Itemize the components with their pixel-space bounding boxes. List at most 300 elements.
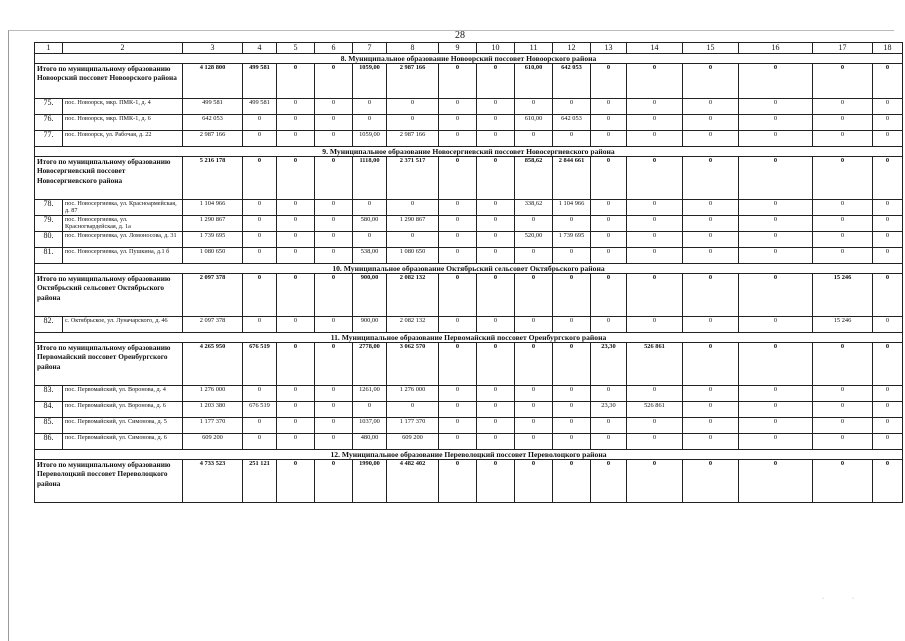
row-value: 0 <box>477 248 515 264</box>
row-value: 0 <box>277 386 315 402</box>
row-value: 0 <box>553 216 591 232</box>
row-number: 86. <box>35 434 63 450</box>
row-value: 0 <box>627 131 683 147</box>
column-header: 15 <box>683 43 739 54</box>
row-value: 0 <box>553 418 591 434</box>
total-row <box>35 343 903 386</box>
row-value: 0 <box>515 248 553 264</box>
total-value: 0 <box>439 460 477 503</box>
total-value: 1059,00 <box>353 64 387 99</box>
row-value: 0 <box>683 216 739 232</box>
total-name: Итого по муниципальному образованию Новоорский поссовет Новоорского района <box>35 64 183 99</box>
total-value: 0 <box>591 64 627 99</box>
row-value: 0 <box>683 418 739 434</box>
row-value: 0 <box>315 232 353 248</box>
row-value: 0 <box>477 418 515 434</box>
scan-dot: · <box>852 596 854 602</box>
section-title-row <box>35 264 903 274</box>
row-value: 900,00 <box>353 317 387 333</box>
row-value: 0 <box>813 248 873 264</box>
row-value: 0 <box>739 418 813 434</box>
row-value: 0 <box>873 232 903 248</box>
row-value: 0 <box>439 418 477 434</box>
row-value: 0 <box>387 402 439 418</box>
row-value: 0 <box>739 317 813 333</box>
row-value: 0 <box>627 418 683 434</box>
row-number: 85. <box>35 418 63 434</box>
column-header: 16 <box>739 43 813 54</box>
row-value: 0 <box>553 131 591 147</box>
total-value: 0 <box>277 343 315 386</box>
row-value: 0 <box>873 386 903 402</box>
row-value: 2 987 166 <box>387 131 439 147</box>
total-value: 858,62 <box>515 157 553 200</box>
row-number: 76. <box>35 115 63 131</box>
row-value: 0 <box>813 434 873 450</box>
row-value: 0 <box>591 99 627 115</box>
row-value: 1 739 695 <box>553 232 591 248</box>
section-title: 12. Муниципальное образование Переволоцкий поссовет Переволоцкого района <box>35 450 903 460</box>
row-value: 2 082 132 <box>387 317 439 333</box>
table-row <box>35 418 903 434</box>
table-row <box>35 200 903 216</box>
row-value: 0 <box>627 200 683 216</box>
row-value: 0 <box>627 115 683 131</box>
row-value: 0 <box>387 232 439 248</box>
total-value: 0 <box>873 157 903 200</box>
row-value: 0 <box>739 248 813 264</box>
row-value: 0 <box>243 434 277 450</box>
row-value: 0 <box>315 434 353 450</box>
total-value: 0 <box>739 460 813 503</box>
total-value: 0 <box>813 157 873 200</box>
row-value: 0 <box>243 418 277 434</box>
row-value: 15 246 <box>813 317 873 333</box>
total-value: 642 053 <box>553 64 591 99</box>
total-name: Итого по муниципальному образованию Переволоцкий поссовет Переволоцкого района <box>35 460 183 503</box>
row-value: 0 <box>813 131 873 147</box>
column-header: 14 <box>627 43 683 54</box>
total-value: 4 482 402 <box>387 460 439 503</box>
column-header: 12 <box>553 43 591 54</box>
total-value: 0 <box>277 64 315 99</box>
row-value: 0 <box>813 216 873 232</box>
row-value: 0 <box>873 99 903 115</box>
section-title: 10. Муниципальное образование Октябрьский сельсовет Октябрьского района <box>35 264 903 274</box>
row-value: 1 080 650 <box>183 248 243 264</box>
total-value: 0 <box>315 64 353 99</box>
row-value: 676 519 <box>243 402 277 418</box>
total-value: 251 121 <box>243 460 277 503</box>
row-value: 0 <box>477 317 515 333</box>
total-value: 0 <box>477 460 515 503</box>
row-value: 0 <box>813 386 873 402</box>
row-value: 0 <box>627 232 683 248</box>
row-address: пос. Первомайский, ул. Симонова, д. 5 <box>63 418 183 434</box>
row-address: пос. Новоорск, мкр. ПМК-1, д. 4 <box>63 99 183 115</box>
row-value: 0 <box>243 131 277 147</box>
row-value: 1 290 867 <box>387 216 439 232</box>
row-value: 0 <box>739 386 813 402</box>
total-value: 0 <box>515 460 553 503</box>
total-value: 5 216 178 <box>183 157 243 200</box>
total-value: 0 <box>591 274 627 317</box>
column-header: 13 <box>591 43 627 54</box>
total-value: 0 <box>627 274 683 317</box>
total-value: 0 <box>477 157 515 200</box>
row-value: 0 <box>477 232 515 248</box>
row-value: 0 <box>315 200 353 216</box>
row-value: 0 <box>277 99 315 115</box>
row-value: 0 <box>277 317 315 333</box>
row-value: 0 <box>315 99 353 115</box>
column-header: 11 <box>515 43 553 54</box>
total-value: 526 861 <box>627 343 683 386</box>
total-value: 499 581 <box>243 64 277 99</box>
row-value: 0 <box>315 418 353 434</box>
total-value: 0 <box>439 343 477 386</box>
row-address: пос. Новосергиевка, ул. Красногвардейская, д. 1а <box>63 216 183 232</box>
row-value: 1 080 650 <box>387 248 439 264</box>
row-value: 0 <box>591 131 627 147</box>
row-value: 0 <box>315 317 353 333</box>
row-address: пос. Новосергиевка, ул. Пушкина, д.1 б <box>63 248 183 264</box>
total-value: 1118,00 <box>353 157 387 200</box>
column-header: 4 <box>243 43 277 54</box>
row-value: 0 <box>553 317 591 333</box>
total-value: 0 <box>477 64 515 99</box>
total-name: Итого по муниципальному образованию Первомайский поссовет Оренбургского района <box>35 343 183 386</box>
row-address: пос. Новосергиевка, ул. Красноармейская, д. 87 <box>63 200 183 216</box>
row-value: 0 <box>813 232 873 248</box>
total-name: Итого по муниципальному образованию Новосергиевский поссовет Новосергиевского района <box>35 157 183 200</box>
table-row <box>35 216 903 232</box>
total-value: 0 <box>315 460 353 503</box>
row-value: 499 581 <box>183 99 243 115</box>
row-value: 0 <box>873 216 903 232</box>
column-header: 10 <box>477 43 515 54</box>
total-value: 0 <box>683 343 739 386</box>
row-value: 0 <box>813 115 873 131</box>
row-value: 0 <box>873 317 903 333</box>
row-value: 0 <box>277 418 315 434</box>
row-value: 0 <box>439 402 477 418</box>
row-value: 2 987 166 <box>183 131 243 147</box>
row-value: 0 <box>591 200 627 216</box>
row-address: пос. Новоорск, мкр. ПМК-1, д. 6 <box>63 115 183 131</box>
row-value: 0 <box>591 248 627 264</box>
column-header: 17 <box>813 43 873 54</box>
row-value: 0 <box>353 402 387 418</box>
column-header: 18 <box>873 43 903 54</box>
total-value: 2 371 517 <box>387 157 439 200</box>
total-value: 2 844 661 <box>553 157 591 200</box>
row-value: 0 <box>315 248 353 264</box>
total-value: 0 <box>627 157 683 200</box>
row-value: 0 <box>477 386 515 402</box>
row-value: 0 <box>515 317 553 333</box>
total-value: 0 <box>477 343 515 386</box>
row-value: 0 <box>277 434 315 450</box>
row-number: 79. <box>35 216 63 232</box>
row-value: 0 <box>683 131 739 147</box>
row-value: 0 <box>553 434 591 450</box>
data-table <box>34 42 903 503</box>
row-value: 0 <box>873 418 903 434</box>
total-value: 0 <box>739 64 813 99</box>
row-value: 0 <box>739 232 813 248</box>
total-value: 610,00 <box>515 64 553 99</box>
row-value: 526 861 <box>627 402 683 418</box>
row-value: 1059,00 <box>353 131 387 147</box>
total-value: 0 <box>439 64 477 99</box>
row-number: 81. <box>35 248 63 264</box>
row-value: 0 <box>591 386 627 402</box>
row-value: 0 <box>387 115 439 131</box>
row-value: 0 <box>315 216 353 232</box>
section-title: 8. Муниципальное образование Новоорский поссовет Новоорского района <box>35 54 903 64</box>
column-header: 6 <box>315 43 353 54</box>
row-value: 0 <box>243 386 277 402</box>
row-value: 2 097 378 <box>183 317 243 333</box>
row-value: 499 581 <box>243 99 277 115</box>
row-value: 0 <box>439 99 477 115</box>
row-value: 0 <box>739 402 813 418</box>
row-value: 0 <box>591 434 627 450</box>
row-value: 0 <box>873 115 903 131</box>
total-value: 0 <box>683 274 739 317</box>
total-value: 0 <box>739 274 813 317</box>
table-row <box>35 248 903 264</box>
row-value: 0 <box>553 99 591 115</box>
row-value: 0 <box>683 434 739 450</box>
row-value: 0 <box>439 216 477 232</box>
row-address: пос. Первомайский, ул. Воронова, д. 6 <box>63 402 183 418</box>
row-value: 0 <box>813 99 873 115</box>
table-row <box>35 115 903 131</box>
row-value: 538,00 <box>353 248 387 264</box>
row-value: 0 <box>739 216 813 232</box>
row-value: 1 104 966 <box>183 200 243 216</box>
row-value: 0 <box>683 248 739 264</box>
row-value: 0 <box>243 216 277 232</box>
row-value: 0 <box>627 99 683 115</box>
row-value: 0 <box>683 115 739 131</box>
table-row <box>35 317 903 333</box>
section-title-row <box>35 333 903 343</box>
row-value: 0 <box>627 434 683 450</box>
section-title-row <box>35 450 903 460</box>
row-value: 0 <box>553 402 591 418</box>
row-value: 0 <box>353 232 387 248</box>
row-value: 0 <box>477 115 515 131</box>
row-value: 0 <box>477 216 515 232</box>
row-value: 610,00 <box>515 115 553 131</box>
table-row <box>35 99 903 115</box>
row-value: 0 <box>439 317 477 333</box>
row-value: 0 <box>315 115 353 131</box>
table-row <box>35 232 903 248</box>
total-value: 0 <box>683 460 739 503</box>
row-value: 642 053 <box>553 115 591 131</box>
row-value: 0 <box>439 248 477 264</box>
row-value: 0 <box>277 200 315 216</box>
total-value: 2 987 166 <box>387 64 439 99</box>
total-value: 0 <box>683 64 739 99</box>
row-value: 0 <box>515 402 553 418</box>
row-address: пос. Первомайский, ул. Симонова, д. 6 <box>63 434 183 450</box>
row-value: 1 276 000 <box>387 386 439 402</box>
row-value: 0 <box>243 115 277 131</box>
total-value: 4 265 950 <box>183 343 243 386</box>
row-value: 0 <box>873 131 903 147</box>
row-value: 0 <box>277 232 315 248</box>
row-number: 84. <box>35 402 63 418</box>
section-title: 11. Муниципальное образование Первомайский поссовет Оренбургского района <box>35 333 903 343</box>
header-row <box>35 43 903 54</box>
total-name: Итого по муниципальному образованию Октябрьский сельсовет Октябрьского района <box>35 274 183 317</box>
row-value: 0 <box>277 402 315 418</box>
row-value: 0 <box>553 386 591 402</box>
section-title-row <box>35 147 903 157</box>
total-value: 0 <box>739 157 813 200</box>
table-row <box>35 402 903 418</box>
row-value: 0 <box>477 131 515 147</box>
row-value: 0 <box>873 402 903 418</box>
row-value: 1 177 370 <box>183 418 243 434</box>
row-value: 0 <box>683 317 739 333</box>
column-header: 1 <box>35 43 63 54</box>
row-value: 0 <box>591 232 627 248</box>
scan-dot: · <box>822 596 824 602</box>
total-value: 0 <box>515 343 553 386</box>
total-value: 900,00 <box>353 274 387 317</box>
row-value: 0 <box>591 317 627 333</box>
row-address: пос. Новоорск, ул. Рабочая, д. 22 <box>63 131 183 147</box>
total-value: 0 <box>813 64 873 99</box>
row-value: 0 <box>439 131 477 147</box>
row-value: 0 <box>387 99 439 115</box>
total-value: 676 519 <box>243 343 277 386</box>
table-row <box>35 386 903 402</box>
total-value: 3 062 570 <box>387 343 439 386</box>
row-value: 0 <box>277 216 315 232</box>
total-value: 4 128 800 <box>183 64 243 99</box>
row-value: 0 <box>277 248 315 264</box>
total-value: 0 <box>873 274 903 317</box>
row-value: 0 <box>591 418 627 434</box>
row-value: 0 <box>477 402 515 418</box>
total-value: 15 246 <box>813 274 873 317</box>
row-value: 0 <box>477 434 515 450</box>
row-value: 0 <box>439 232 477 248</box>
total-value: 0 <box>315 157 353 200</box>
column-header: 8 <box>387 43 439 54</box>
row-value: 1 739 695 <box>183 232 243 248</box>
row-value: 0 <box>553 248 591 264</box>
row-value: 0 <box>683 232 739 248</box>
row-number: 83. <box>35 386 63 402</box>
row-value: 338,62 <box>515 200 553 216</box>
row-number: 75. <box>35 99 63 115</box>
column-header: 5 <box>277 43 315 54</box>
total-value: 0 <box>553 274 591 317</box>
row-value: 0 <box>873 200 903 216</box>
row-value: 0 <box>627 216 683 232</box>
row-value: 0 <box>515 216 553 232</box>
row-value: 1 290 867 <box>183 216 243 232</box>
row-value: 0 <box>515 131 553 147</box>
row-value: 609 200 <box>183 434 243 450</box>
row-value: 609 200 <box>387 434 439 450</box>
row-value: 0 <box>315 131 353 147</box>
total-value: 0 <box>277 460 315 503</box>
row-value: 0 <box>591 115 627 131</box>
total-value: 2 097 378 <box>183 274 243 317</box>
row-value: 0 <box>439 200 477 216</box>
row-value: 0 <box>243 200 277 216</box>
row-value: 0 <box>739 99 813 115</box>
total-value: 0 <box>873 460 903 503</box>
total-value: 4 733 523 <box>183 460 243 503</box>
table-row <box>35 434 903 450</box>
row-address: пос. Первомайский, ул. Воронова, д. 4 <box>63 386 183 402</box>
row-value: 0 <box>353 99 387 115</box>
column-header: 3 <box>183 43 243 54</box>
total-value: 0 <box>873 64 903 99</box>
row-value: 0 <box>277 115 315 131</box>
total-value: 0 <box>591 157 627 200</box>
total-row <box>35 157 903 200</box>
total-value: 0 <box>243 157 277 200</box>
row-number: 82. <box>35 317 63 333</box>
row-value: 0 <box>315 402 353 418</box>
row-value: 0 <box>739 434 813 450</box>
row-value: 0 <box>739 131 813 147</box>
row-value: 0 <box>683 200 739 216</box>
row-value: 0 <box>515 418 553 434</box>
row-value: 0 <box>515 386 553 402</box>
total-value: 0 <box>315 274 353 317</box>
row-value: 0 <box>813 200 873 216</box>
row-value: 0 <box>243 317 277 333</box>
total-value: 0 <box>627 64 683 99</box>
row-value: 0 <box>477 200 515 216</box>
row-value: 0 <box>873 248 903 264</box>
total-value: 0 <box>477 274 515 317</box>
section-title: 9. Муниципальное образование Новосергиевский поссовет Новосергиевского района <box>35 147 903 157</box>
total-row <box>35 460 903 503</box>
row-value: 580,00 <box>353 216 387 232</box>
total-value: 0 <box>277 157 315 200</box>
row-value: 1 276 000 <box>183 386 243 402</box>
total-value: 0 <box>439 274 477 317</box>
row-value: 0 <box>353 200 387 216</box>
row-value: 1 104 966 <box>553 200 591 216</box>
total-value: 0 <box>553 343 591 386</box>
total-value: 0 <box>277 274 315 317</box>
total-value: 0 <box>315 343 353 386</box>
row-value: 1 203 380 <box>183 402 243 418</box>
total-value: 1990,00 <box>353 460 387 503</box>
total-row <box>35 64 903 99</box>
row-value: 0 <box>315 386 353 402</box>
row-value: 0 <box>439 434 477 450</box>
row-value: 0 <box>277 131 315 147</box>
row-value: 642 053 <box>183 115 243 131</box>
total-value: 0 <box>627 460 683 503</box>
column-header: 2 <box>63 43 183 54</box>
